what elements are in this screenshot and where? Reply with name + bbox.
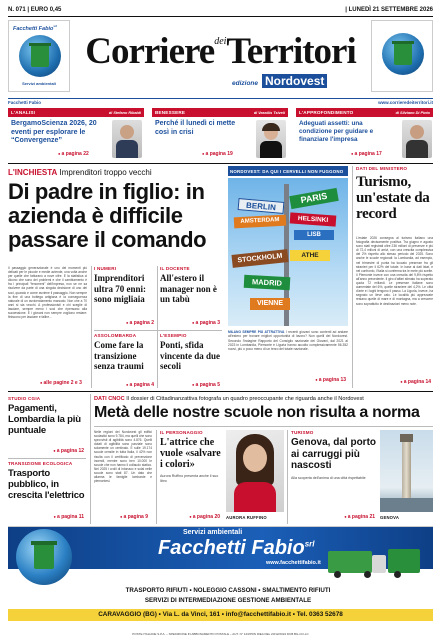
strip-author: di Vassilis Tsiveli xyxy=(253,110,285,115)
title-word-corriere: Corriere xyxy=(85,31,215,72)
sign-helsinki: HELSINKI xyxy=(290,212,337,226)
mini-headline: Ponti, sfida vincente da due secoli xyxy=(160,340,221,371)
photo-page-ref: ● a pagina 13 xyxy=(315,377,346,383)
ad-url: www.facchettifabio.it xyxy=(266,560,321,566)
strip-page-ref: ● a pagina 17 xyxy=(351,151,382,157)
author-photo xyxy=(112,120,142,158)
lighthouse-caption: GENOVA xyxy=(380,515,400,520)
sign-lisb: LISB xyxy=(294,230,334,240)
mini-page-ref: ● a pagina 5 xyxy=(192,382,220,388)
mini-tag: ASSOLOMBARDA xyxy=(94,333,137,338)
mini-tag: I NUMERI xyxy=(94,266,117,271)
bottom-advertisement[interactable] xyxy=(8,526,433,630)
mini-story-2[interactable] xyxy=(160,266,222,326)
masthead-url[interactable]: www.corrieredeiterritori.it xyxy=(378,100,433,105)
author-photo xyxy=(402,120,432,158)
ad-trucks-image xyxy=(328,541,428,581)
character-story[interactable] xyxy=(160,430,222,524)
ad-address: CARAVAGGIO (BG) • Via L. da Vinci, 161 • info@facchettifabio.it • Tel. 0363 52678 xyxy=(98,611,343,618)
strip-tag: L'ANALISI xyxy=(11,110,36,115)
masthead-ad-left[interactable] xyxy=(8,20,70,92)
strip-page-ref: ● a pagina 22 xyxy=(58,151,89,157)
sign-amsterdam: AMSTERDAM xyxy=(234,215,287,229)
school-headline[interactable]: Metà delle nostre scuole non risulta a norma xyxy=(94,404,420,421)
mini-headline: All'estero il manager non è un tabù xyxy=(160,273,217,304)
strip-author: di Stefano Ribaldi xyxy=(108,110,141,115)
author-photo xyxy=(256,120,286,158)
mini-page-ref: ● a pagina 2 xyxy=(126,320,154,326)
character-headline: L'attrice che vuole «salvare i colori» xyxy=(160,437,221,470)
genova-tag: TURISMO xyxy=(291,430,314,435)
strip-headline: Perché il lunedì ci mette così in crisi xyxy=(155,120,236,136)
masthead-ad-right[interactable] xyxy=(371,20,433,92)
right-body: L'estate 2026 consegna al turismo italiano una fotografia decisamente positiva. Tra giugno e agosto sono stati registrati oltre 236 milioni di presenze e più di 72,4 milioni di arrivi, con una crescita complessiva del 2% rispetto allo stesso periodo del 2025. Sono anche le scuole regionali: la Lombardia, ad esempio, nel trimestre di punta ha toccato presenze fra gli stranieri per il 62% del totale. In base ai dati Istat, e nel confronto, l'Italia si conferma tra le mete più scelte. Il Piemonte invece con una crescita del 9,8% rispetto all'anno precedente. Il giro d'affari stimato ha superato quota 72 miliardi. Le presenze italiane sono aumentate del 6%, quelle straniere del 4,2%. Le città d'arte e i laghi tengono il passo. La Liguria, invece, ha segnato un lieve calo. Le località più apprezzate restano quelle di mare e di montagna, ma a crescere sono soprattutto le destinazioni meno note. xyxy=(356,236,433,306)
strip-box-3[interactable] xyxy=(296,108,433,160)
lead-page-ref: ● alle pagine 2 e 3 xyxy=(40,380,82,386)
postal-footer: POSTE ITALIANE S.P.A. – SPEDIZIONE IN ABBONAMENTO POSTALE – AUT. N° 123/PDN IDEA DEL 20/12/2024 DCB BG-CO-LC xyxy=(132,632,309,636)
mini-page-ref: ● a pagina 3 xyxy=(192,320,220,326)
strip-author: di Silviano Di Pinto xyxy=(395,110,430,115)
lead-kicker: L'INCHIESTA Imprenditori troppo vecchi xyxy=(8,168,152,177)
mini-story-4[interactable] xyxy=(160,333,222,391)
ad-brand: Facchetti Fabio$^{srl}$ xyxy=(158,537,315,559)
mini-headline: Come fare la transizione senza traumi xyxy=(94,340,144,371)
right-kicker: DATI DEL MINISTERO xyxy=(356,166,408,171)
mini-headline: Imprenditori ultra 70 enni: sono migliaia xyxy=(94,273,147,304)
left-tag: STUDIO CGIA xyxy=(8,396,41,401)
actress-photo xyxy=(226,430,284,512)
strip-tag: BENESSERE xyxy=(155,110,186,115)
lead-headline[interactable]: Di padre in figlio: in azienda è difficile passare il comando xyxy=(8,179,207,252)
left-story-payments[interactable] xyxy=(8,396,86,456)
right-headline: Turismo, un'estate da record xyxy=(356,174,430,222)
mini-tag: IL DOCENTE xyxy=(160,266,190,271)
genova-story[interactable] xyxy=(291,430,377,524)
sign-vienne: VIENNE xyxy=(250,298,290,310)
genova-headline: Genova, dal porto ai carruggi più nascosti xyxy=(291,437,377,471)
ad-services-line-2: SERVIZI DI INTERMEDIAZIONE GESTIONE AMBIENTALE xyxy=(144,597,312,604)
strip-box-2[interactable] xyxy=(152,108,288,160)
globe-bin-image xyxy=(19,35,61,77)
ad-globe-image xyxy=(16,529,72,585)
left-tag: TRANSIZIONE ECOLOGICA xyxy=(8,461,73,466)
left-headline: Pagamenti, Lombardia la più puntuale xyxy=(8,403,81,436)
ad-top-line: Servizi ambientali xyxy=(183,529,243,536)
left-page-ref: ● a pagina 11 xyxy=(54,514,85,520)
sign-berlin: BERLIN xyxy=(238,198,285,214)
character-body: Aurora Ruffino presenta anche il suo libro xyxy=(160,474,219,483)
strip-box-1[interactable] xyxy=(8,108,144,160)
strip-headline: BergamoScienza 2026, 20 eventi per esplorare le “Convergenze” xyxy=(11,120,97,144)
issue-number: N. 071 | EURO 0,45 xyxy=(8,7,62,13)
mini-page-ref: ● a pagina 4 xyxy=(126,382,154,388)
strip-page-ref: ● a pagina 19 xyxy=(202,151,233,157)
school-kicker: DATI CNOC Il dossier di Cittadinanzattiva fotografa un quadro preoccupante che riguarda anche il Nordovest xyxy=(94,396,364,402)
left-story-transport[interactable] xyxy=(8,461,86,523)
sign-stockholm: STOCKHOLM xyxy=(231,249,288,268)
newspaper-title[interactable] xyxy=(82,30,359,70)
strip-headline: Adeguati assetti: una condizione per guidare e finanziare l'impresa xyxy=(299,120,374,143)
mini-story-3[interactable] xyxy=(94,333,156,391)
sign-athe: ATHE xyxy=(290,250,330,261)
photo-feature[interactable] xyxy=(228,166,348,388)
ad-services-line: TRASPORTO RIFIUTI • NOLEGGIO CASSONI • SMALTIMENTO RIFIUTI xyxy=(125,587,331,594)
lead-body: Il passaggio generazionale è uno dei momenti più delicati per le piccole e medie aziende, una volta anche per quelle che fatturano a nove cifre. E la statistica ci dicono che sono dei problemi e che il cambiamento è fra i principali “fenomeni” dell'impresa, non se ne sa risolvere da parte di una singola decisione di uno dei soci, quando e come avviene il passaggio. Non sempre la fine di una bottega artigiana è la conseguenza naturale di un avvicendamento mancato. Non che a 70 anni si sia vecchi. A professionisti e chi sceglie di lasciare, sempre meno i soci che ripensano alla successione. E i giovani non sempre vogliono restare: finiscono per lasciare e fallire… xyxy=(8,266,87,320)
masthead-ad-brand: Facchetti Fabio$^{srl}$ xyxy=(13,24,58,32)
right-story-tourism-record[interactable] xyxy=(356,166,433,388)
photo-kicker: NORDOVEST: DA QUI I CERVELLI NON FUGGONO xyxy=(230,168,344,174)
character-tag: IL PERSONAGGIO xyxy=(160,430,203,435)
photo-caption: MILANO SEMPRE PIÙ ATTRATTIVA I recenti giovani sono contenti ad andare all'estero per trovare migliori opportunità di lavoro? Non quelli del Nordovest. Secondo l'indagine Rapporto del Consiglio nazionale dei Giovani, dal 2021 al 2023 in Lombardia, Piemonte e Liguria hanno accolto complessivamente 56.352 nuovi, più o poco meno di un terzo del totale nazionale. xyxy=(228,330,348,352)
strip-tag: L'APPROFONDIMENTO xyxy=(299,110,354,115)
sign-paris: PARIS xyxy=(289,188,339,209)
genova-page-ref: ● a pagina 21 xyxy=(344,514,375,520)
lighthouse-photo xyxy=(380,430,433,512)
globe-bin-image xyxy=(382,33,424,75)
masthead-ad-sub: Servizi ambientali xyxy=(22,81,56,86)
masthead-url-left: Facchetti Fabio xyxy=(8,100,42,105)
sign-madrid: MADRID xyxy=(244,275,291,290)
right-page-ref: ● a pagina 14 xyxy=(400,379,431,385)
school-page-ref: ● a pagina 9 xyxy=(120,514,148,520)
issue-date: | LUNEDÌ 21 SETTEMBRE 2026 xyxy=(345,7,433,13)
school-body: Nelle regioni del Nordovest gli edifici scolastici sono 9.784, ma quelli che sono sprovvisti di agibilità sono 4.876. Quelli dotati di agibilità sono parziale sono solamente un centinaio. E sulle 19.174 scuole censite in tutta Italia, il 42% non risulta con il certificato di prevenzione incendi, mentre sono ben 10.000 le scuole che non hanno il collaudo statico. Nel 2025 i crolli di intonaco e solai nelle scuole sono stati 87. Un dato che allarma le famiglie lombarde e piemontesi. xyxy=(94,430,152,484)
left-headline: Trasporto pubblico, in crescita l'elettrico xyxy=(8,468,85,501)
title-word-territori: Territori xyxy=(226,31,356,72)
signpost-photo xyxy=(228,178,348,326)
actress-caption: AURORA RUFFINO xyxy=(226,515,267,520)
genova-body: Alla scoperta dell'anima di una città rispettabile xyxy=(291,475,366,480)
title-word-dei: dei xyxy=(214,36,227,47)
edition-label: edizione Nordovest xyxy=(232,72,327,90)
character-page-ref: ● a pagina 20 xyxy=(189,514,220,520)
left-page-ref: ● a pagina 12 xyxy=(53,448,84,454)
mini-tag: L'ESEMPIO xyxy=(160,333,187,338)
mini-story-1[interactable] xyxy=(94,266,156,326)
